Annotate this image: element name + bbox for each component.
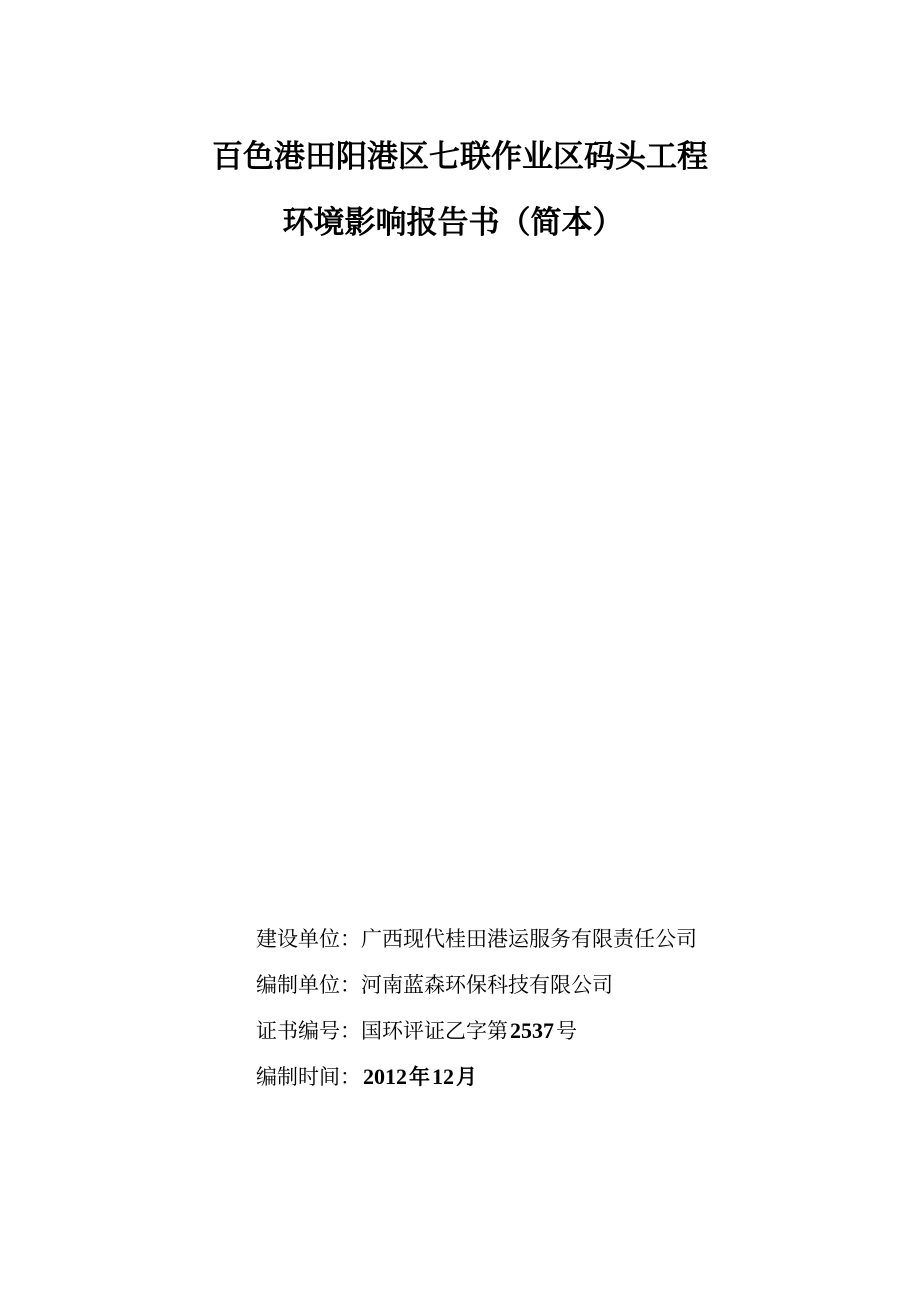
report-title-line-2: 环境影响报告书（简本） [282, 205, 624, 241]
builder-row [256, 922, 876, 968]
date-year-unit: 年 [409, 1065, 430, 1089]
builder-label: 建设单位： [256, 927, 361, 951]
date-row [256, 1060, 876, 1106]
builder-value: 广西现代桂田港运服务有限责任公司 [361, 927, 697, 951]
date-year: 2012 [363, 1064, 407, 1089]
certificate-row [256, 1014, 876, 1060]
certificate-suffix: 号 [556, 1019, 577, 1043]
report-info-block [256, 922, 876, 1106]
report-title-line-1: 百色港田阳港区七联作业区码头工程 [212, 139, 708, 175]
compiler-row [256, 968, 876, 1014]
date-label: 编制时间： [256, 1065, 361, 1089]
compiler-value: 河南蓝森环保科技有限公司 [361, 973, 613, 997]
date-month-unit: 月 [456, 1065, 477, 1089]
certificate-prefix: 国环评证乙字第 [361, 1019, 508, 1043]
compiler-label: 编制单位： [256, 973, 361, 997]
certificate-label: 证书编号： [256, 1019, 361, 1043]
certificate-number: 2537 [510, 1018, 554, 1043]
date-month: 12 [432, 1064, 454, 1089]
